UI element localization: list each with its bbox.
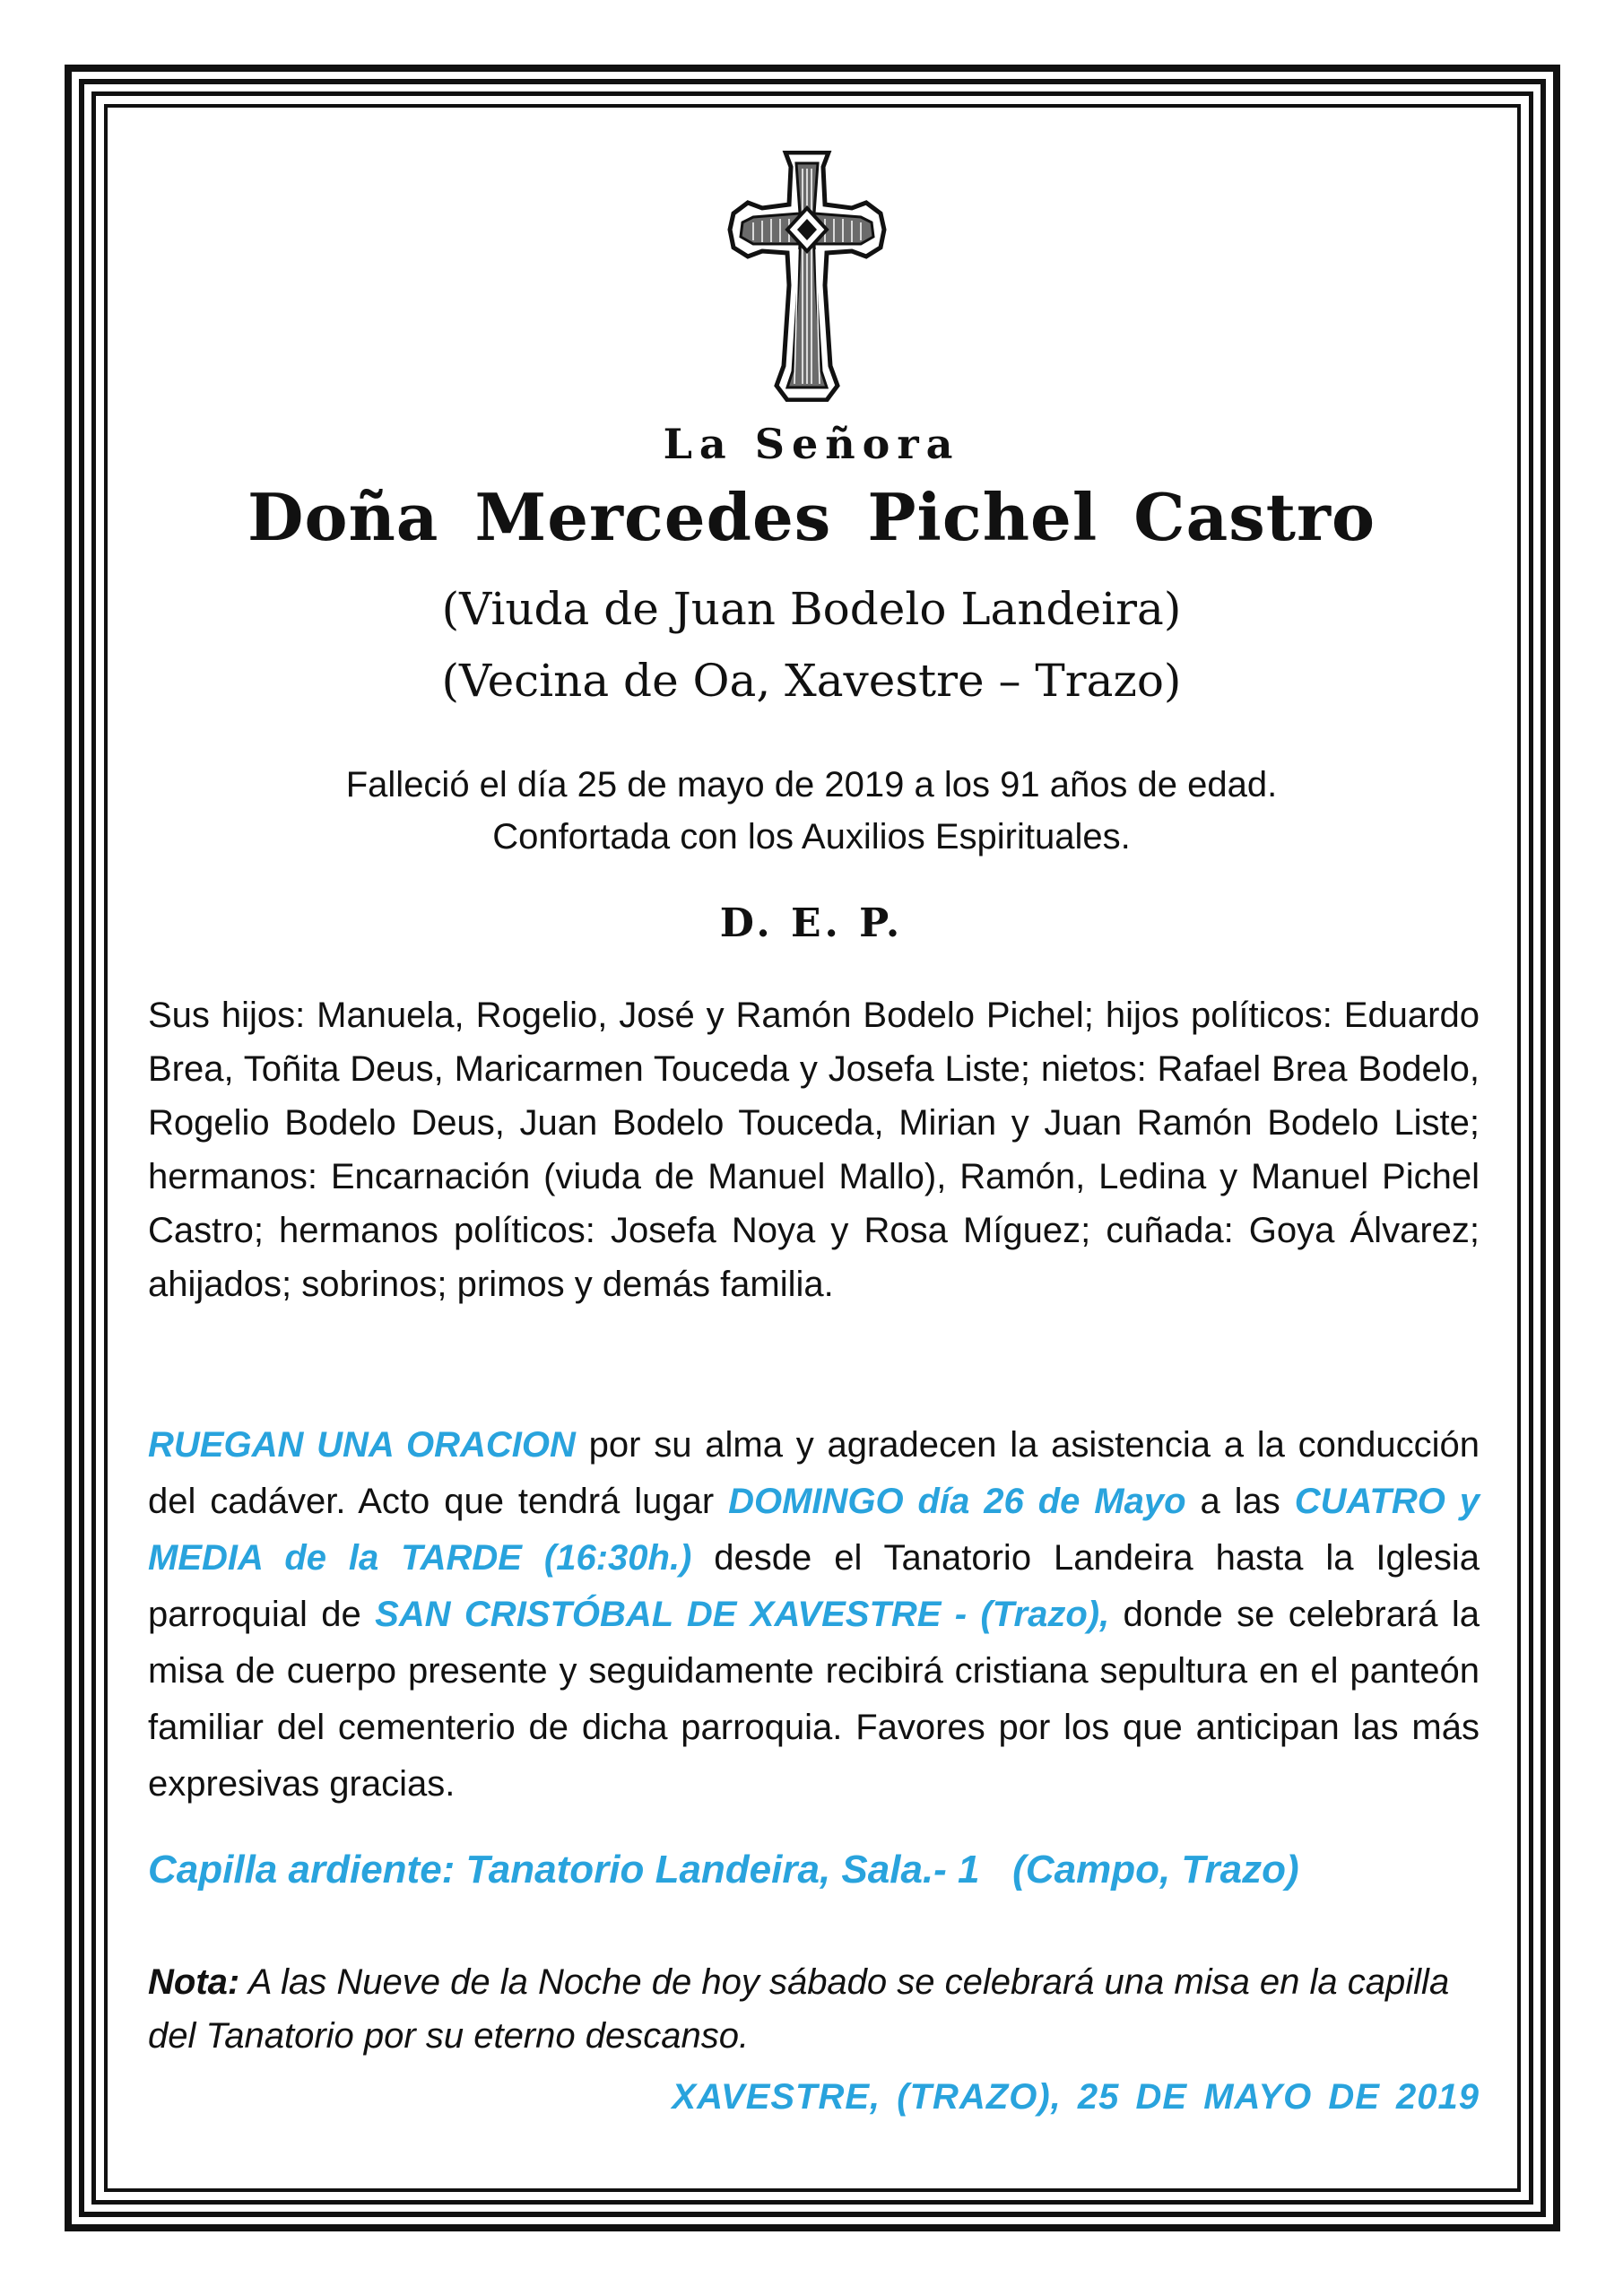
title-prefix: La Señora bbox=[663, 420, 960, 468]
widow-of: (Viuda de Juan Bodelo Landeira) bbox=[441, 583, 1182, 635]
resident-of: (Vecina de Oa, Xavestre – Trazo) bbox=[441, 655, 1182, 707]
death-notice bbox=[143, 759, 1480, 863]
ceremony-paragraph bbox=[148, 1417, 1480, 1813]
church-highlight: SAN CRISTÓBAL DE XAVESTRE - (Trazo), bbox=[375, 1595, 1110, 1634]
ceremony-text-1: por su alma y agradecen la asistencia a la conducción del cadáver. Acto que tendrá lugar bbox=[148, 1425, 1480, 1521]
dep: D. E. P. bbox=[719, 900, 904, 946]
ceremony-text-4: donde se celebrará la misa de cuerpo presente y seguidamente recibirá cristiana sepultura en el panteón familiar del cementerio de dicha parroquia. Favores por los que anticipan las más expresivas gracias. bbox=[148, 1595, 1480, 1804]
family-paragraph: Sus hijos: Manuela, Rogelio, José y Ramón Bodelo Pichel; hijos políticos: Eduardo Brea, Toñita Deus, Maricarmen Touceda y Josefa Liste; nietos: Rafael Brea Bodelo, Rogelio Bodelo Deus, Juan Bodelo Touceda, Mirian y Juan Ramón Bodelo Liste; hermanos: Encarnación (viuda de Manuel Mallo), Ramón, Ledina y Manuel Pichel Castro; hermanos políticos: Josefa Noya y Rosa Míguez; cuñada: Goya Álvarez; ahijados; sobrinos; primos y demás familia. bbox=[148, 996, 1480, 1304]
ceremony-text-2: a las bbox=[1185, 1482, 1295, 1521]
cross-icon bbox=[726, 151, 888, 402]
nota-text: A las Nueve de la Noche de hoy sábado se celebrará una misa en la capilla del Tanatorio por su eterno descanso. bbox=[148, 1962, 1450, 2056]
nota-label: Nota: bbox=[148, 1962, 240, 2002]
death-line-2: Confortada con los Auxilios Espirituales. bbox=[492, 817, 1131, 857]
date-highlight: DOMINGO día 26 de Mayo bbox=[728, 1482, 1186, 1521]
time-highlight: CUATRO y MEDIA de la TARDE (16:30h.) bbox=[148, 1482, 1480, 1578]
deceased-name: Doña Mercedes Pichel Castro bbox=[247, 479, 1376, 555]
nota bbox=[148, 1955, 1480, 2063]
ruegan-highlight: RUEGAN UNA ORACION bbox=[148, 1425, 576, 1465]
death-line-1: Falleció el día 25 de mayo de 2019 a los 91 años de edad. bbox=[345, 765, 1278, 804]
ceremony-text-3: desde el Tanatorio Landeira hasta la Iglesia parroquial de bbox=[148, 1538, 1480, 1634]
place-date: XAVESTRE, (TRAZO), 25 DE MAYO DE 2019 bbox=[672, 2077, 1480, 2117]
capilla-ardiente: Capilla ardiente: Tanatorio Landeira, Sala.- 1 (Campo, Trazo) bbox=[148, 1848, 1299, 1892]
